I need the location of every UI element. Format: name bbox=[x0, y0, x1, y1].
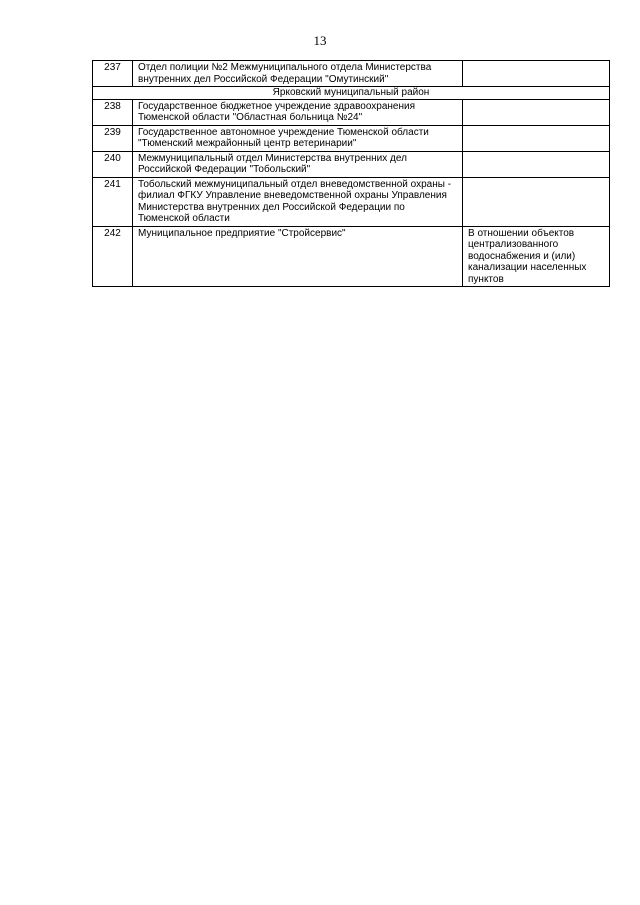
row-number: 239 bbox=[93, 125, 133, 151]
row-number: 237 bbox=[93, 61, 133, 87]
table-row bbox=[93, 151, 610, 177]
table-row bbox=[93, 226, 610, 287]
table-row bbox=[93, 125, 610, 151]
organization-name: Тобольский межмуниципальный отдел вневедомственной охраны - филиал ФГКУ Управление вневедомственной охраны Управления Министерства внутренних дел Российской Федерации по Тюменской области bbox=[133, 177, 463, 226]
row-note bbox=[463, 99, 610, 125]
organization-name: Государственное автономное учреждение Тюменской области "Тюменский межрайонный центр ветеринарии" bbox=[133, 125, 463, 151]
organization-name: Отдел полиции №2 Межмуниципального отдела Министерства внутренних дел Российской Федерации "Омутинский" bbox=[133, 61, 463, 87]
table-row bbox=[93, 61, 610, 87]
section-title: Ярковский муниципальный район bbox=[93, 87, 610, 100]
row-number: 241 bbox=[93, 177, 133, 226]
row-number: 242 bbox=[93, 226, 133, 287]
table-row bbox=[93, 177, 610, 226]
row-number: 238 bbox=[93, 99, 133, 125]
row-note bbox=[463, 151, 610, 177]
organizations-table bbox=[92, 60, 610, 287]
row-note: В отношении объектов централизованного водоснабжения и (или) канализации населенных пунктов bbox=[463, 226, 610, 287]
organization-name: Межмуниципальный отдел Министерства внутренних дел Российской Федерации "Тобольский" bbox=[133, 151, 463, 177]
row-note bbox=[463, 61, 610, 87]
organization-name: Муниципальное предприятие "Стройсервис" bbox=[133, 226, 463, 287]
table-row bbox=[93, 99, 610, 125]
section-row bbox=[93, 87, 610, 100]
page-number: 13 bbox=[313, 33, 327, 48]
row-number: 240 bbox=[93, 151, 133, 177]
organization-name: Государственное бюджетное учреждение здравоохранения Тюменской области "Областная больница №24" bbox=[133, 99, 463, 125]
row-note bbox=[463, 177, 610, 226]
row-note bbox=[463, 125, 610, 151]
